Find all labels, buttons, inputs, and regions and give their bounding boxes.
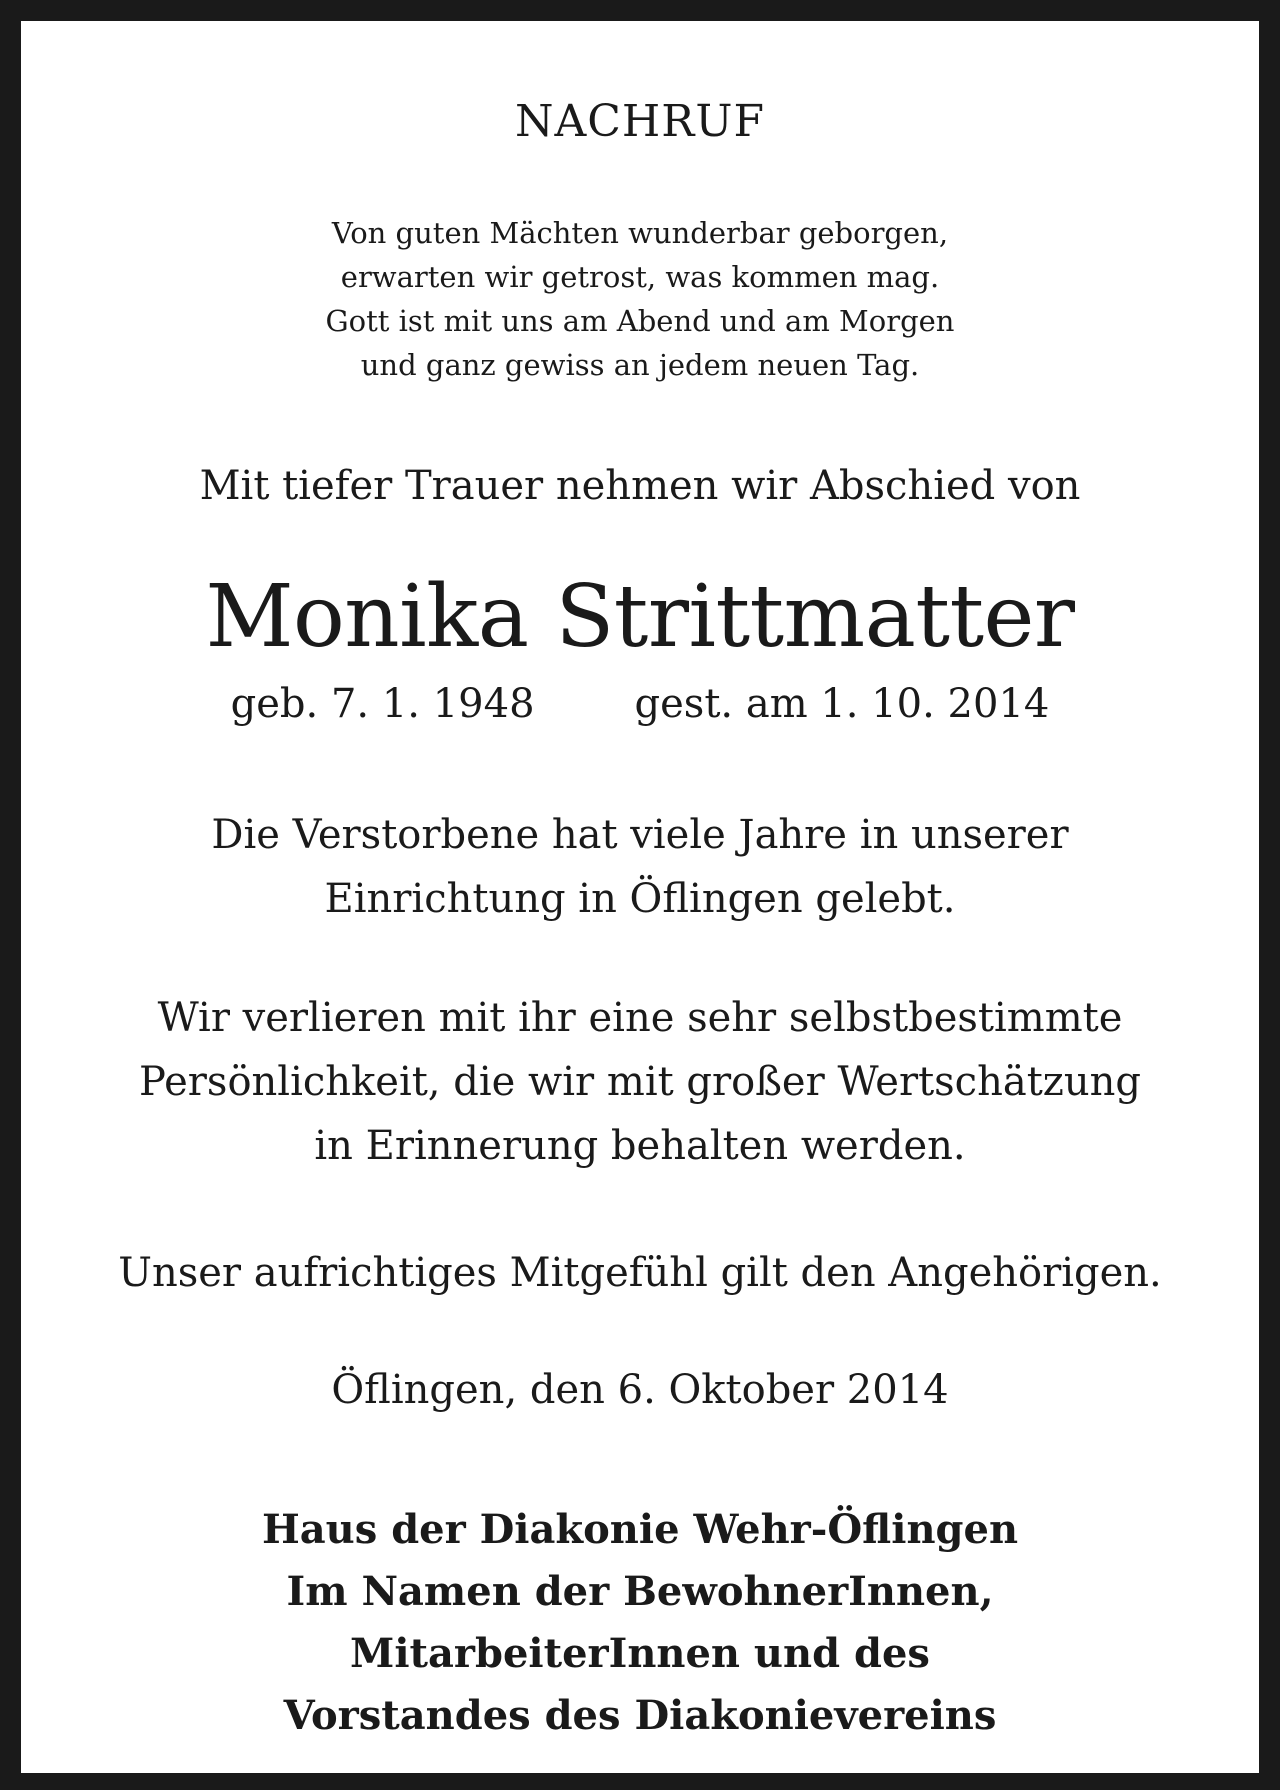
paragraph-line: Einrichtung in Öflingen gelebt.	[324, 876, 956, 922]
paragraph-line: Die Verstorbene hat viele Jahre in unserer	[211, 812, 1069, 858]
paragraph-tribute	[21, 986, 1259, 1178]
signature-line: MitarbeiterInnen und des	[350, 1630, 930, 1677]
verse-line: Gott ist mit uns am Abend und am Morgen	[325, 304, 955, 338]
intro-text: Mit tiefer Trauer nehmen wir Abschied von	[199, 463, 1081, 509]
paragraph-line: in Erinnerung behalten werden.	[314, 1123, 966, 1169]
paragraph-residence	[21, 803, 1259, 931]
paragraph-condolence: Unser aufrichtiges Mitgefühl gilt den Angehörigen.	[118, 1250, 1162, 1296]
place-date: Öflingen, den 6. Oktober 2014	[331, 1367, 949, 1413]
verse-line: und ganz gewiss an jedem neuen Tag.	[360, 348, 920, 382]
signature-line: Vorstandes des Diakonievereins	[283, 1692, 997, 1739]
deceased-name: Monika Strittmatter	[205, 567, 1075, 667]
verse-block	[21, 211, 1259, 387]
death-date: gest. am 1. 10. 2014	[634, 681, 1050, 727]
verse-line: Von guten Mächten wunderbar geborgen,	[331, 216, 949, 250]
signature-line: Haus der Diakonie Wehr-Öflingen	[261, 1506, 1019, 1553]
paragraph-line: Wir verlieren mit ihr eine sehr selbstbestimmte	[157, 995, 1123, 1041]
notice-heading: NACHRUF	[514, 96, 766, 147]
verse-line: erwarten wir getrost, was kommen mag.	[340, 260, 940, 294]
paragraph-line: Persönlichkeit, die wir mit großer Wertschätzung	[139, 1059, 1141, 1105]
birth-date: geb. 7. 1. 1948	[230, 681, 535, 727]
life-dates	[21, 681, 1259, 727]
signature-block	[21, 1499, 1259, 1747]
signature-line: Im Namen der BewohnerInnen,	[286, 1568, 994, 1615]
